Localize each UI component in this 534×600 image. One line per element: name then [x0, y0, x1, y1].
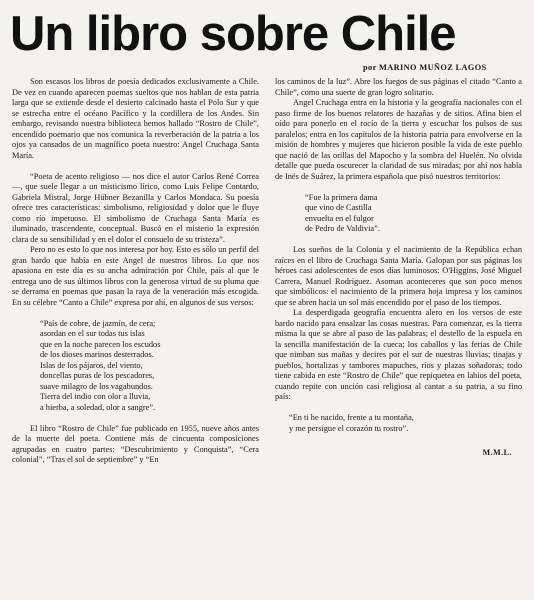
left-column: [12, 77, 259, 466]
verse-line: envuelta en el fulgor: [305, 213, 374, 223]
verse-line: que en la noche parecen los escudos: [40, 339, 161, 349]
article-body: [12, 77, 526, 466]
verse-line: y me persigue el corazón tu rostro”.: [289, 423, 409, 433]
paragraph: Angel Cruchaga entra en la historia y la geografía nacionales con el paso firme de los buenos relatores de hazañas y de sitios. Afina bien el oído para ponerlo en el rocío de la tierra y escuchar los pulsos de sus paralelos; entra en los capítulos de la historia patria para envolverse en la misión de hombres y mujeres que hicieron posible la vida de este pueblo que nació de las orillas del Mapocho y la sombra del Huelén. No olvida detalle que pueda oscurecer la claridad de sus miradas; por ahí nos habla de Inés de Suárez, la primera española que pisó nuestros territorios:: [275, 98, 522, 181]
verse-block: [305, 193, 522, 235]
paragraph: Son escasos los libros de poesía dedicados exclusivamente a Chile. De vez en cuando aparecen poemas sueltos que nos hablan de esta patria larga que se extiende desde el desierto calcinado hasta el Polo Sur y que se estrecha entre el océano Pacífico y la cordillera de los Andes. Sin embargo, revisando nuestra biblioteca hemos hallado “Rostro de Chile”, encendido poemario que nos comunica la reverberación de la patria a los ojos ya cansados de un magnífico poeta nuestro: Angel Cruchaga Santa María.: [12, 77, 259, 160]
verse-line: suave milagro de los vagabundos.: [40, 381, 153, 391]
paragraph: El libro “Rostro de Chile” fue publicado en 1955, nueve años antes de la muerte del poeta. Contiene más de cincuenta composiciones agrupadas en cuatro partes: “Descubrimiento y Conquista”, “Cera colonial”, “Tras el sol de septiembre” y “En: [12, 423, 259, 464]
verse-line: Islas de los pájaros, del viento,: [40, 360, 143, 370]
paragraph: Pero no es esto lo que nos interesa por hoy. Esto es sólo un perfil del gran bardo que había en este Angel de nuestros libros. Lo que nos apasiona en este día es su ancha admiración por Chile, país al que le entrega uno de sus últimos libros con la generosa virtud de su pluma que se derrama en poemas que pasan la raya de la veneración más escogida. En su célebre “Canto a Chile” expresa por ahí, en algunos de sus versos:: [12, 245, 259, 307]
verse-line: “En ti he nacido, frente a tu montaña,: [289, 413, 414, 422]
verse-line: a hierba, a soledad, olor a sangre”.: [40, 402, 156, 412]
verse-line: de Pedro de Valdivia”.: [305, 224, 380, 233]
article-byline: por MARINO MUÑOZ LAGOS: [363, 63, 487, 72]
verse-line: asordan en el sur todas tus islas: [40, 329, 145, 338]
verse-line: que vino de Castilla: [305, 203, 372, 212]
paragraph: Los sueños de la Colonia y el nacimiento de la República echan raíces en el libro de Cruchaga Santa María. Galopan por sus páginas los héroes casi adolescentes de esos días luminosos: O'Higgins, José Miguel Carrera, Manuel Rodríguez. Asoman aconteceres que son poco menos que simbólicos: el nacimiento de la primera hoja impresa y los caminos que se abren hacia un sol más encendido por el paso de los tiempos.: [275, 245, 522, 307]
verse-line: doncellas puras de los pescadores,: [40, 371, 155, 380]
paragraph: “Poeta de acento religioso — nos dice el autor Carlos René Correa—, que suele llegar a un misticismo lírico, como Luis Felipe Contardo, Gabriela Mistral, Jorge Hübner Bezanilla y Carlos Mondaca. Su poesía ofrece tres características: simbolismo, religiosidad y dolor que le fluye como río impetuoso. El simbolismo de Cruchaga Santa María es iluminado, trascendente, conceptual. Buscó en el misterio la expresión clara de su sensibilidad y en el dolor el consuelo de su tristeza”.: [12, 171, 259, 244]
article-title: Un libro sobre Chile: [10, 7, 456, 61]
author-initials: M.M.L.: [482, 448, 512, 457]
verse-line: “Fue la primera dama: [305, 192, 378, 202]
right-column: [275, 77, 522, 466]
verse-block: [289, 413, 522, 434]
paragraph: los caminos de la luz”. Abre los fuegos de sus páginas el citado “Canto a Chile”, como una suerte de gran logro solitario.: [275, 77, 522, 97]
paragraph: La desperdigada geografía encuentra alero en los versos de este bardo nacido para ensalzar las cosas nuestras. Para comenzar, es la tierra misma la que se abre al paso de las palabras; el destello de la espuela en la sencilla manifestación de la cueca; los caballos y las ferias de Chile que nimban sus mañas y decires por el sur de nuestras lluvias; tinajas y pueblos, hortalizas y tambores mapuches, ríos y plazas soñadoras; todo tiene cabida en este “Rostro de Chile” que repiquetea en labios del poeta, cuando repite con unción casi religiosa al cantar a su patria, a su fino país:: [275, 308, 522, 401]
verse-line: Tierra del indio con olor a lluvia,: [40, 392, 151, 401]
verse-line: de los dioses marinos desterrados.: [40, 350, 154, 359]
verse-block: [40, 319, 259, 414]
verse-line: “País de cobre, de jazmín, de cera;: [40, 318, 156, 328]
